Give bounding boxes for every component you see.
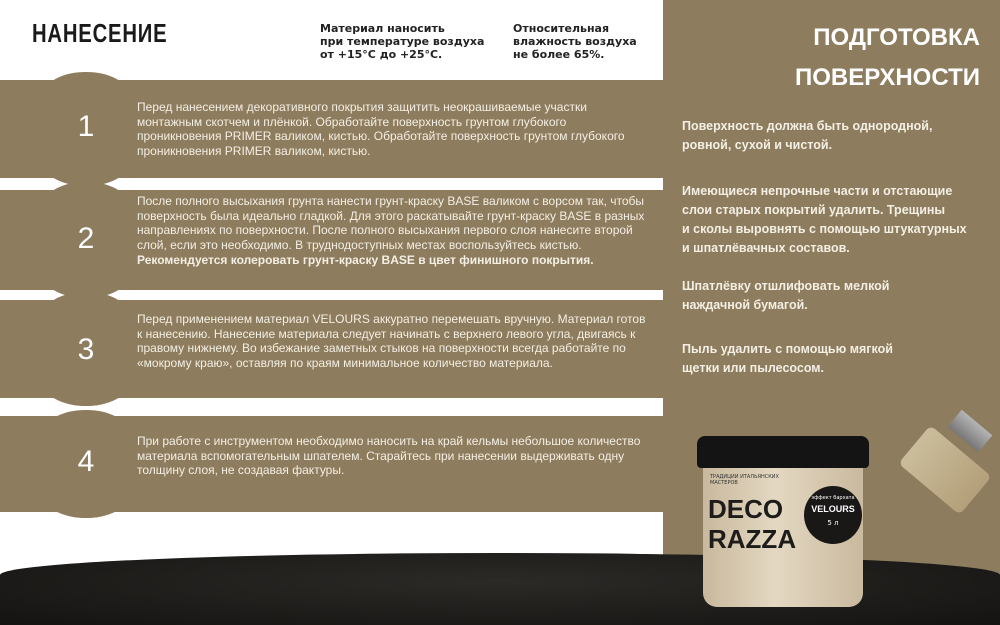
product-badge (804, 486, 862, 544)
temperature-condition: Материал наносить при температуре воздуха от +15°C до +25°C. (320, 22, 485, 61)
step-text (137, 194, 652, 268)
step-text: Перед нанесением декоративного покрытия защитить неокрашиваемые участки монтажным скотчем и плёнкой. Обработайте поверхность грунтом глубокого проникновения PRIMER валиком, кистью. Обработайте поверхность грунтом глубокого проникновения PRIMER валиком, кистью. (137, 100, 625, 159)
step-text: Перед применением материал VELOURS аккуратно перемешать вручную. Материал готов к нанесению. Нанесение материала следует начинать с верхнего левого угла, двигаясь к правому нижнему. Во избежание заметных стыков на поверхности всегда работайте по «мокрому краю», оставляя по краям минимальное количество материала. (137, 312, 646, 371)
preparation-title: ПОДГОТОВКА ПОВЕРХНОСТИ (794, 24, 980, 91)
step-number: 1 (77, 110, 95, 143)
product-name: VELOURS (811, 504, 855, 514)
step-number: 3 (77, 333, 95, 366)
step-text-bold: Рекомендуется колеровать грунт-краску BASE в цвет финишного покрытия. (137, 252, 594, 267)
step-number: 2 (77, 222, 95, 255)
product-effect: эффект бархата (811, 495, 855, 501)
product-volume: 5 л (827, 519, 839, 527)
step-number: 4 (77, 445, 95, 478)
application-title: НАНЕСЕНИЕ (32, 18, 168, 48)
preparation-item: Поверхность должна быть однородной, ровной, сухой и чистой. (682, 119, 933, 152)
preparation-item: Имеющиеся непрочные части и отстающие слои старых покрытий удалить. Трещины и сколы выровнять с помощью штукатурных и шпатлёвачных составов. (682, 184, 967, 255)
step-text: При работе с инструментом необходимо наносить на край кельмы небольшое количество материала вспомогательным шпателем. Старайтесь при нанесении выдерживать одну толщину слоя, не создавая фактуры. (137, 434, 641, 478)
bucket-lid (697, 436, 869, 468)
brand-logo: DECO RAZZA (708, 494, 797, 554)
brand-tagline: ТРАДИЦИИ ИТАЛЬЯНСКИХ МАСТЕРОВ (710, 474, 779, 486)
preparation-item: Пыль удалить с помощью мягкой щетки или пылесосом. (682, 342, 893, 375)
preparation-item: Шпатлёвку отшлифовать мелкой наждачной бумагой. (682, 279, 890, 312)
humidity-condition: Относительная влажность воздуха не более 65%. (513, 22, 637, 61)
step-text-regular: После полного высыхания грунта нанести грунт-краску BASE валиком с ворсом так, чтобы поверхность была идеально гладкой. Для этого раскатывайте грунт-краску BASE в разных направлениях по поверхности. После полного высыхания первого слоя нанесите второй слой, если это необходимо. В труднодоступных местах воспользуйтесь кистью. (137, 194, 645, 253)
